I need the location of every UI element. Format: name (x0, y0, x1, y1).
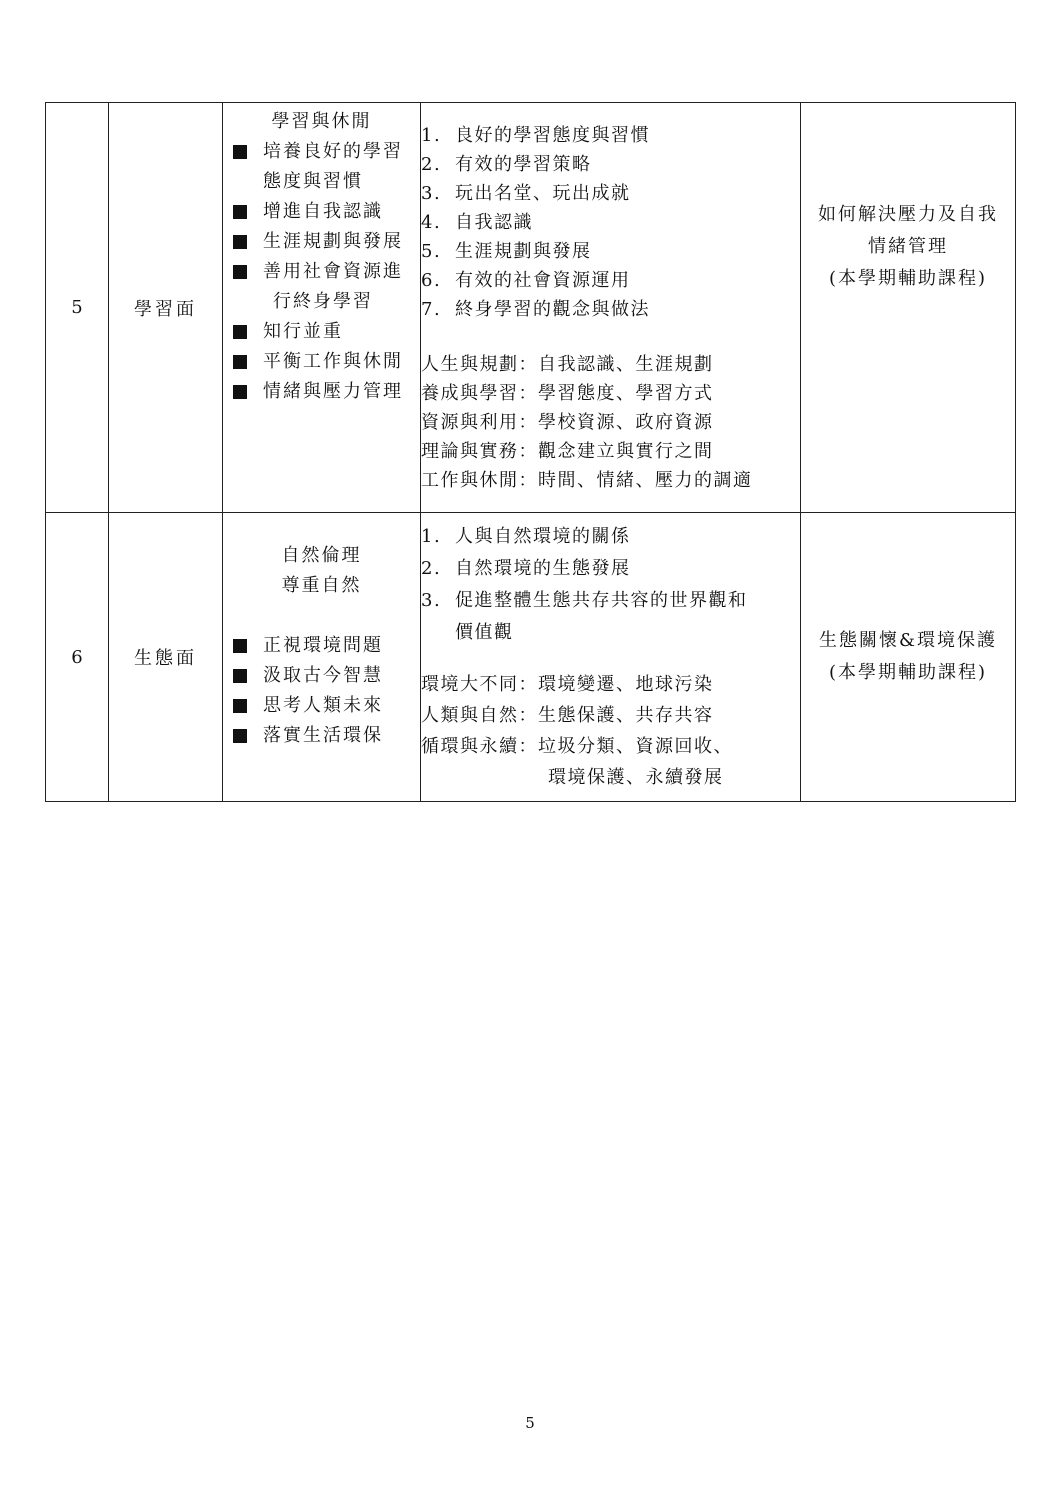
curriculum-table (45, 102, 1016, 802)
theme-subtitle: 尊重自然 (281, 575, 362, 596)
list-item: 平衡工作與休閒 (233, 347, 420, 377)
list-item: 1. 人與自然環境的關係 (421, 526, 631, 547)
list-item: 2. 自然環境的生態發展 (421, 558, 631, 579)
domain-cell: 學習面 (109, 103, 223, 513)
aspect-line: 人生與規劃：自我認識、生涯規劃 (421, 353, 714, 375)
square-bullet-icon (233, 669, 247, 683)
topics-cell (421, 103, 801, 513)
list-item: 汲取古今智慧 (233, 661, 420, 691)
list-item: 正視環境問題 (233, 631, 420, 661)
list-item: 3. 促進整體生態共存共容的世界觀和 價值觀 (421, 590, 748, 643)
course-line: 如何解決壓力及自我 (818, 204, 998, 225)
theme-title: 自然倫理 (281, 545, 362, 566)
aspect-line: 工作與休閒：時間、情緒、壓力的調適 (421, 469, 753, 491)
list-item: 情緒與壓力管理 (233, 377, 420, 407)
course-line: 情緒管理 (868, 236, 948, 257)
square-bullet-icon (233, 325, 247, 339)
theme-cell (223, 513, 421, 802)
theme-cell (223, 103, 421, 513)
list-item: 善用社會資源進 行終身學習 (233, 257, 420, 317)
page-number: 5 (525, 1414, 535, 1432)
course-cell (801, 103, 1016, 513)
course-line: 生態關懷&環境保護 (818, 630, 998, 651)
square-bullet-icon (233, 145, 247, 159)
row-number: 6 (46, 513, 109, 802)
square-bullet-icon (233, 205, 247, 219)
square-bullet-icon (233, 639, 247, 653)
theme-bullet-list (223, 137, 420, 407)
list-item: 3. 玩出名堂、玩出成就 (421, 182, 631, 204)
list-item: 5. 生涯規劃與發展 (421, 240, 592, 262)
square-bullet-icon (233, 699, 247, 713)
list-item: 4. 自我認識 (421, 211, 533, 233)
list-item: 增進自我認識 (233, 197, 420, 227)
list-item: 知行並重 (233, 317, 420, 347)
course-cell (801, 513, 1016, 802)
table-row (46, 513, 1016, 802)
theme-bullet-list (223, 631, 420, 751)
aspect-list (421, 350, 800, 495)
square-bullet-icon (233, 355, 247, 369)
square-bullet-icon (233, 729, 247, 743)
square-bullet-icon (233, 265, 247, 279)
aspect-line: 環境大不同：環境變遷、地球污染 (421, 674, 714, 695)
list-item: 生涯規劃與發展 (233, 227, 420, 257)
square-bullet-icon (233, 385, 247, 399)
list-item: 1. 良好的學習態度與習慣 (421, 124, 650, 146)
course-note: (本學期輔助課程) (828, 268, 988, 289)
aspect-list (421, 669, 800, 793)
list-item: 培養良好的學習 態度與習慣 (233, 137, 420, 197)
aspect-line: 養成與學習：學習態度、學習方式 (421, 382, 714, 404)
list-item: 2. 有效的學習策略 (421, 153, 592, 175)
topics-cell (421, 513, 801, 802)
square-bullet-icon (233, 235, 247, 249)
course-note: (本學期輔助課程) (828, 662, 988, 683)
aspect-line: 人類與自然：生態保護、共存共容 (421, 705, 714, 726)
aspect-line: 理論與實務：觀念建立與實行之間 (421, 440, 714, 462)
aspect-line: 循環與永續：垃圾分類、資源回收、 (421, 736, 733, 757)
theme-title: 學習與休閒 (271, 111, 372, 132)
aspect-line: 資源與利用：學校資源、政府資源 (421, 411, 714, 433)
list-item: 思考人類未來 (233, 691, 420, 721)
table-row (46, 103, 1016, 513)
aspect-line: 環境保護、永續發展 (548, 767, 724, 788)
topic-list (421, 521, 800, 649)
domain-cell: 生態面 (109, 513, 223, 802)
list-item: 7. 終身學習的觀念與做法 (421, 298, 650, 320)
list-item: 6. 有效的社會資源運用 (421, 269, 631, 291)
row-number: 5 (46, 103, 109, 513)
list-item: 落實生活環保 (233, 721, 420, 751)
topic-list (421, 121, 800, 324)
